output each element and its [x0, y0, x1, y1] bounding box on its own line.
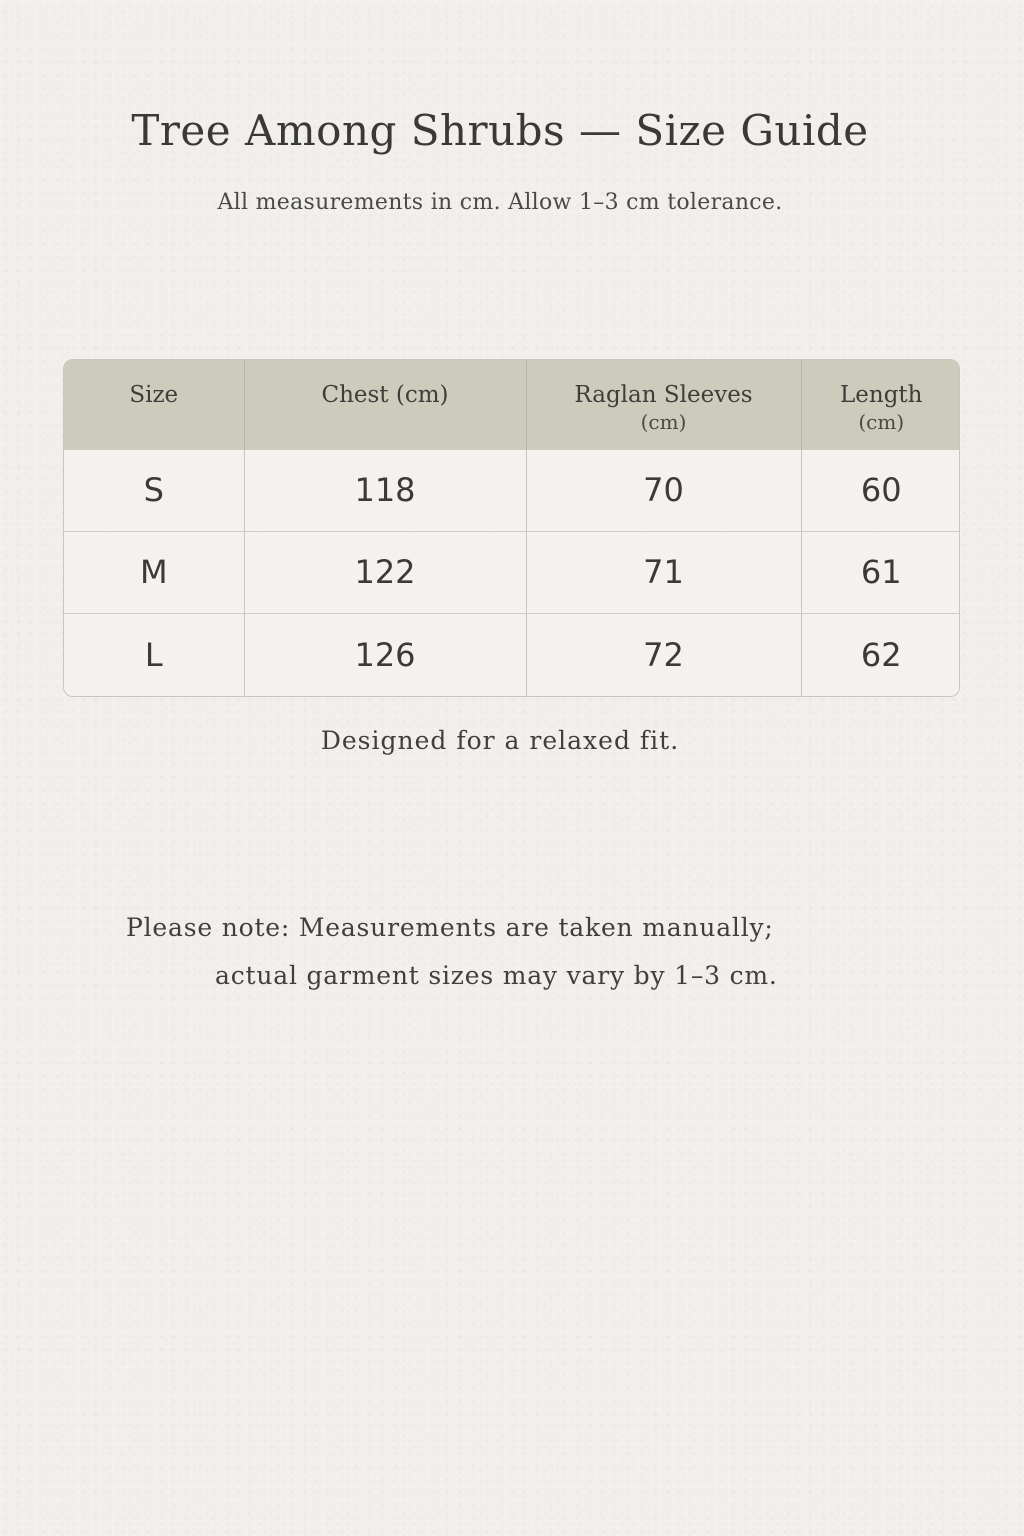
header-length-unit: (cm)	[858, 410, 905, 434]
table-row	[64, 449, 960, 531]
header-chest-label: Chest (cm)	[321, 382, 449, 408]
size-table	[64, 360, 960, 696]
cell-size: S	[64, 449, 244, 531]
header-chest	[244, 360, 526, 449]
header-raglan-sleeves	[526, 360, 801, 449]
size-table-header	[64, 360, 960, 449]
cell-length: 60	[801, 449, 960, 531]
cell-size: L	[64, 614, 244, 696]
cell-chest: 126	[244, 614, 526, 696]
cell-length: 62	[801, 614, 960, 696]
cell-chest: 118	[244, 449, 526, 531]
header-raglan-sleeves-unit: (cm)	[640, 410, 687, 434]
header-length-label: Length	[840, 382, 923, 408]
page-subtitle: All measurements in cm. Allow 1–3 cm tolerance.	[217, 190, 783, 215]
cell-size: M	[64, 531, 244, 613]
header-length	[801, 360, 960, 449]
cell-chest: 122	[244, 531, 526, 613]
cell-length: 61	[801, 531, 960, 613]
header-row	[64, 360, 960, 449]
measurement-note-line-1: Please note: Measurements are taken manually;	[126, 913, 774, 942]
cell-raglan-sleeves: 72	[526, 614, 801, 696]
measurement-note-line-2: actual garment sizes may vary by 1–3 cm.	[215, 961, 778, 990]
table-row	[64, 531, 960, 613]
header-size	[64, 360, 244, 449]
header-raglan-sleeves-label: Raglan Sleeves	[574, 382, 753, 408]
size-table-body	[64, 449, 960, 696]
cell-raglan-sleeves: 70	[526, 449, 801, 531]
size-table-container	[63, 359, 960, 697]
cell-raglan-sleeves: 71	[526, 531, 801, 613]
page-title: Tree Among Shrubs — Size Guide	[131, 106, 869, 155]
header-size-label: Size	[129, 382, 179, 408]
fit-note: Designed for a relaxed fit.	[320, 726, 680, 755]
table-row	[64, 614, 960, 696]
